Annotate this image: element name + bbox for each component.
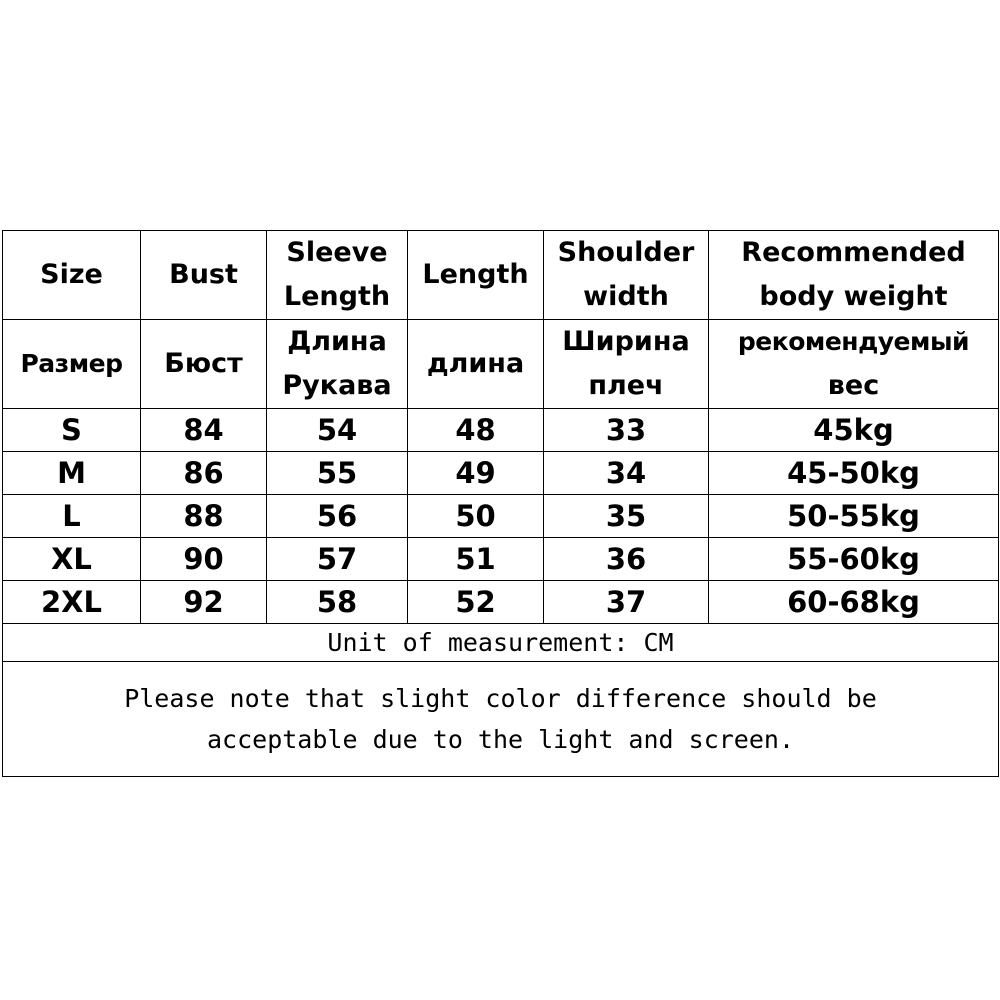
cell-sleeve: 54 bbox=[267, 409, 408, 452]
cell-length: 50 bbox=[408, 495, 544, 538]
cell-length: 48 bbox=[408, 409, 544, 452]
header-sleeve-length: Sleeve Length bbox=[267, 231, 408, 320]
header-bust-ru: Бюст bbox=[141, 320, 267, 409]
unit-note-row bbox=[3, 624, 999, 662]
header-sleeve-length-ru: Длина Рукава bbox=[267, 320, 408, 409]
cell-bust: 84 bbox=[141, 409, 267, 452]
header-row-english bbox=[3, 231, 999, 320]
table-row bbox=[3, 452, 999, 495]
cell-bust: 88 bbox=[141, 495, 267, 538]
cell-shoulder: 36 bbox=[544, 538, 709, 581]
color-difference-note: Please note that slight color difference should be acceptable due to the light and screen. bbox=[3, 662, 999, 777]
header-shoulder-width-ru: Ширина плеч bbox=[544, 320, 709, 409]
cell-sleeve: 57 bbox=[267, 538, 408, 581]
cell-size: 2XL bbox=[3, 581, 141, 624]
header-length: Length bbox=[408, 231, 544, 320]
cell-length: 49 bbox=[408, 452, 544, 495]
cell-size: XL bbox=[3, 538, 141, 581]
header-size: Size bbox=[3, 231, 141, 320]
table-row bbox=[3, 495, 999, 538]
cell-bust: 90 bbox=[141, 538, 267, 581]
color-note-row bbox=[3, 662, 999, 777]
cell-weight: 50-55kg bbox=[709, 495, 999, 538]
header-length-ru: длина bbox=[408, 320, 544, 409]
table-row bbox=[3, 409, 999, 452]
cell-weight: 60-68kg bbox=[709, 581, 999, 624]
cell-length: 51 bbox=[408, 538, 544, 581]
header-bust: Bust bbox=[141, 231, 267, 320]
header-recommended-weight: Recommended body weight bbox=[709, 231, 999, 320]
cell-weight: 55-60kg bbox=[709, 538, 999, 581]
cell-bust: 92 bbox=[141, 581, 267, 624]
table-row bbox=[3, 538, 999, 581]
header-size-ru: Размер bbox=[3, 320, 141, 409]
cell-weight: 45-50kg bbox=[709, 452, 999, 495]
cell-shoulder: 33 bbox=[544, 409, 709, 452]
cell-shoulder: 34 bbox=[544, 452, 709, 495]
cell-sleeve: 55 bbox=[267, 452, 408, 495]
table-row bbox=[3, 581, 999, 624]
header-row-russian bbox=[3, 320, 999, 409]
cell-sleeve: 58 bbox=[267, 581, 408, 624]
size-chart-table bbox=[2, 230, 999, 777]
cell-sleeve: 56 bbox=[267, 495, 408, 538]
cell-shoulder: 37 bbox=[544, 581, 709, 624]
header-recommended-weight-ru: рекомендуемый вес bbox=[709, 320, 999, 409]
cell-size: M bbox=[3, 452, 141, 495]
unit-note: Unit of measurement: CM bbox=[3, 624, 999, 662]
cell-weight: 45kg bbox=[709, 409, 999, 452]
cell-length: 52 bbox=[408, 581, 544, 624]
cell-bust: 86 bbox=[141, 452, 267, 495]
cell-shoulder: 35 bbox=[544, 495, 709, 538]
header-shoulder-width: Shoulder width bbox=[544, 231, 709, 320]
cell-size: S bbox=[3, 409, 141, 452]
cell-size: L bbox=[3, 495, 141, 538]
